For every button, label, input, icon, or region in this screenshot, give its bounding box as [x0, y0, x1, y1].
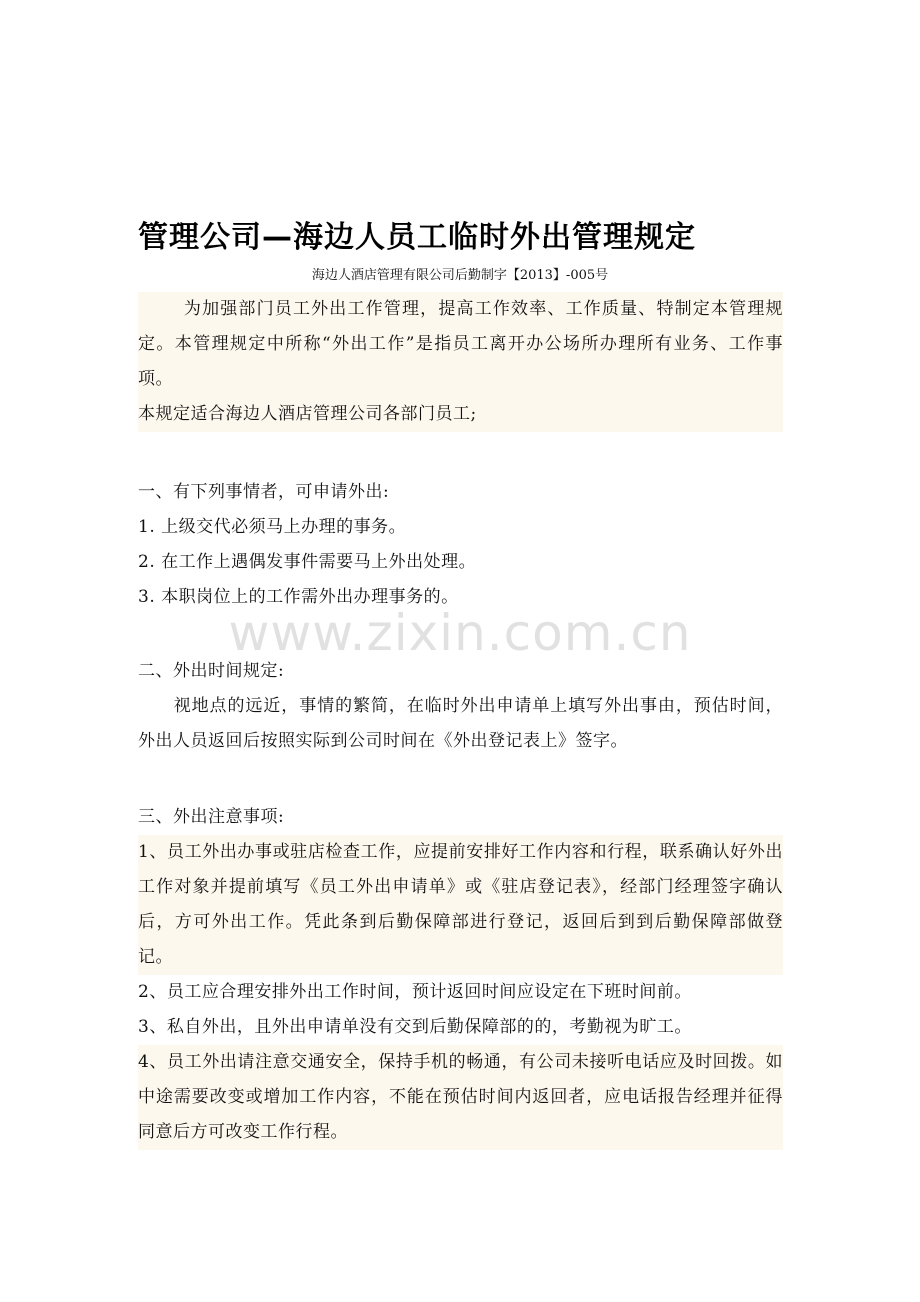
section-heading: 二、外出时间规定:	[138, 661, 285, 681]
list-item: 4、员工外出请注意交通安全，保持手机的畅通，有公司未接听电话应及时回拨。如中途需要改变或增加工作内容，不能在预估时间内返回者，应电话报告经理并征得同意后方可改变工作行程。	[138, 1045, 783, 1150]
intro-paragraph: 为加强部门员工外出工作管理，提高工作效率、工作质量、特制定本管理规定。本管理规定中所称“外出工作”是指员工离开办公场所办理所有业务、工作事项。	[138, 299, 783, 389]
list-item: 3. 本职岗位上的工作需外出办理事务的。	[138, 587, 459, 607]
scope-paragraph: 本规定适合海边人酒店管理公司各部门员工;	[138, 404, 477, 424]
section-two	[138, 654, 783, 759]
document-number: 海边人酒店管理有限公司后勤制字【2013】-005号	[311, 268, 609, 283]
section-heading: 一、有下列事情者，可申请外出:	[138, 482, 390, 502]
list-item: 2. 在工作上遇偶发事件需要马上外出处理。	[138, 552, 477, 572]
list-item: 2、员工应合理安排外出工作时间，预计返回时间应设定在下班时间前。	[138, 982, 692, 1002]
section-three	[138, 800, 783, 1150]
list-item: 1. 上级交代必须马上办理的事务。	[138, 517, 407, 537]
watermark: www.zixin.com.cn	[228, 604, 692, 662]
section-one	[138, 475, 783, 615]
list-item: 3、私自外出，且外出申请单没有交到后勤保障部的的，考勤视为旷工。	[138, 1017, 692, 1037]
document-title: 管理公司—海边人员工临时外出管理规定	[138, 220, 696, 255]
section-body: 视地点的远近，事情的繁简，在临时外出申请单上填写外出事由，预估时间，外出人员返回后按照实际到公司时间在《外出登记表上》签字。	[138, 696, 783, 751]
intro-section	[138, 292, 783, 432]
list-item: 1、员工外出办事或驻店检查工作，应提前安排好工作内容和行程，联系确认好外出工作对象并提前填写《员工外出申请单》或《驻店登记表》，经部门经理签字确认后，方可外出工作。凭此条到后勤保障部进行登记，返回后到到后勤保障部做登记。	[138, 835, 783, 975]
section-heading: 三、外出注意事项:	[138, 807, 285, 827]
